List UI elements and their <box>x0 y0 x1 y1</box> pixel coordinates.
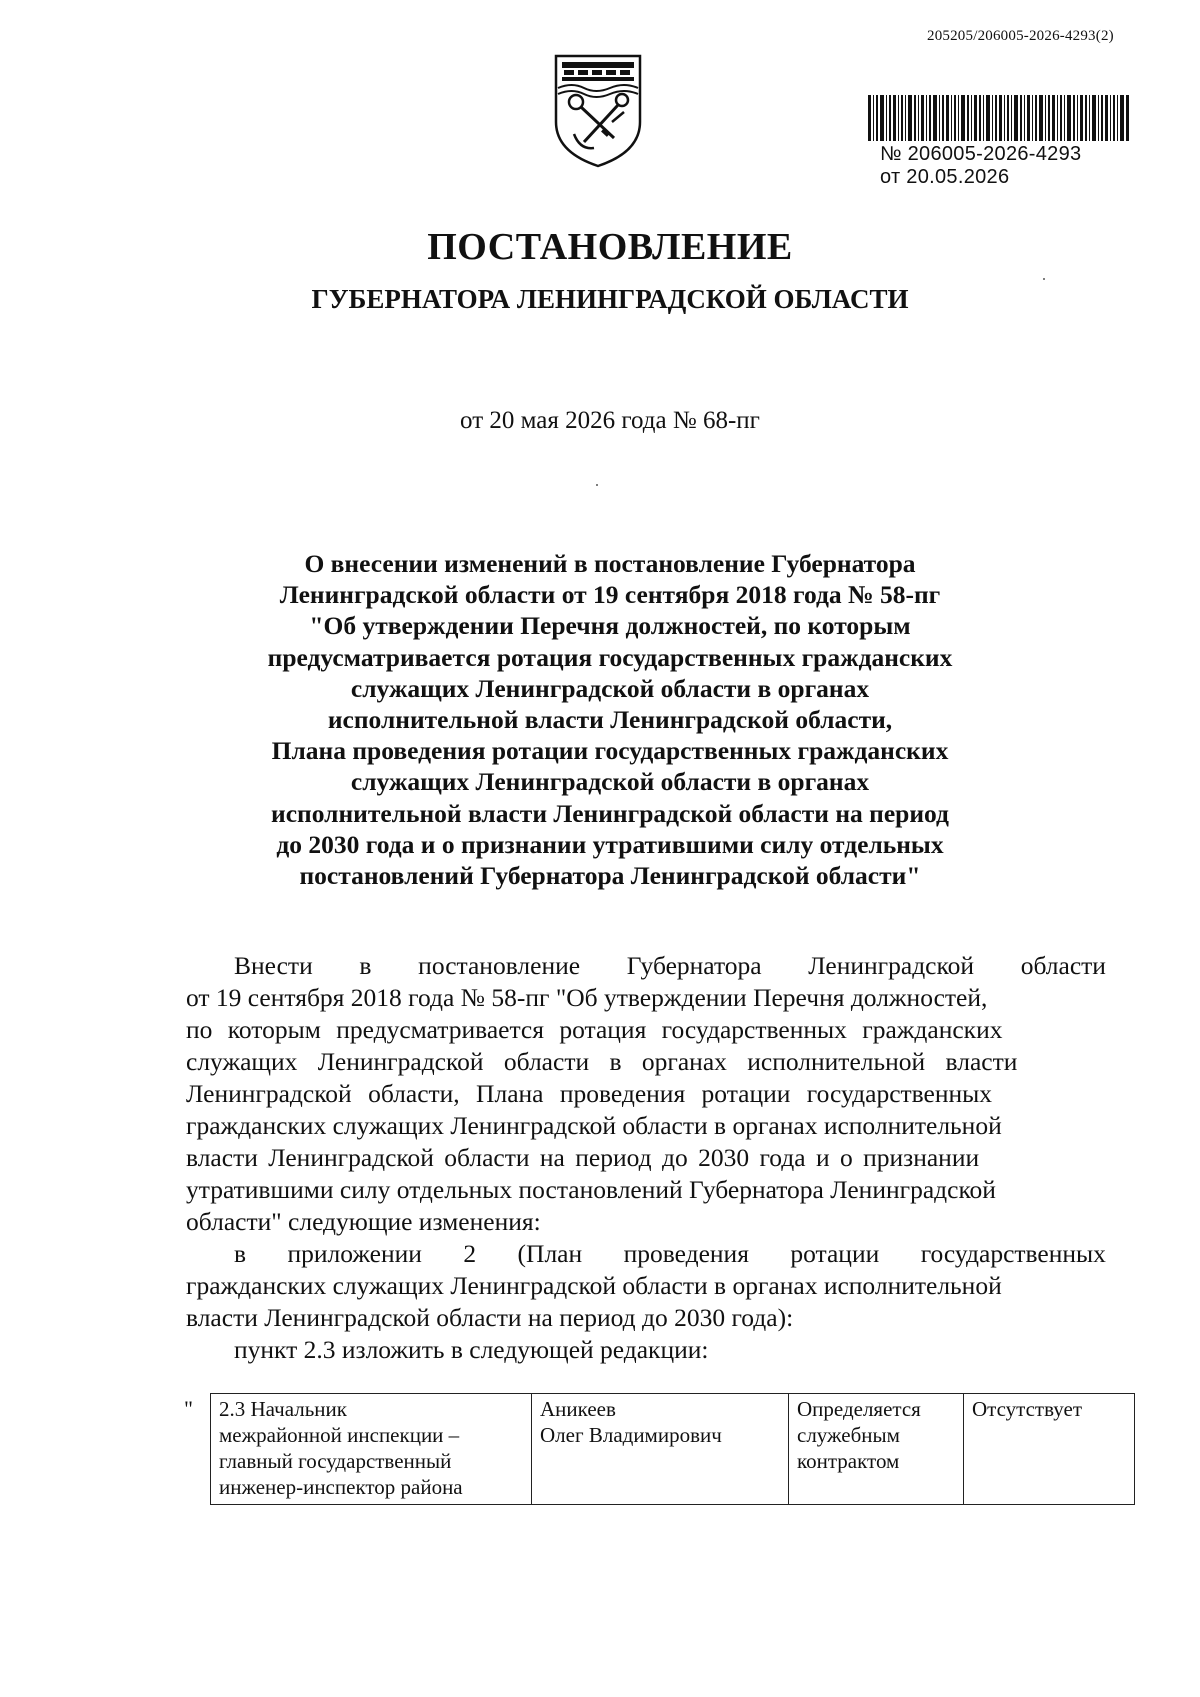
document-reference-code: 205205/206005-2026-4293(2) <box>927 28 1114 44</box>
document-subject <box>240 548 980 891</box>
subject-line: Ленинградской области от 19 сентября 2018 года № 58-пг <box>279 580 941 610</box>
scan-speck <box>1043 278 1045 280</box>
rotation-plan-table <box>210 1393 1135 1505</box>
document-body <box>186 950 1106 1366</box>
body-line: власти Ленинградской области на период до 2030 года и о признании <box>186 1143 980 1172</box>
subject-line: предусматривается ротация государственных гражданских <box>267 642 953 672</box>
opening-quote: " <box>184 1396 193 1421</box>
registration-number: № 206005-2026-4293 <box>880 143 1082 165</box>
issuing-authority: ГУБЕРНАТОРА ЛЕНИНГРАДСКОЙ ОБЛАСТИ <box>311 284 909 314</box>
registration-stamp <box>880 143 1140 189</box>
document-type-title: ПОСТАНОВЛЕНИЕ <box>427 226 793 268</box>
table-row <box>211 1394 1135 1505</box>
subject-line: "Об утверждении Перечня должностей, по которым <box>309 611 911 641</box>
body-line: власти Ленинградской области на период до 2030 года): <box>186 1303 794 1332</box>
note-cell: Отсутствует <box>964 1394 1135 1505</box>
term-cell: Определяется служебным контрактом <box>789 1394 964 1505</box>
employee-name-cell: Аникеев Олег Владимирович <box>532 1394 789 1505</box>
registration-date: от 20.05.2026 <box>880 166 1010 188</box>
body-line: утратившими силу отдельных постановлений Губернатора Ленинградской <box>186 1175 996 1204</box>
document-date-number: от 20 мая 2026 года № 68-пг <box>460 407 760 434</box>
body-line: Ленинградской области, Плана проведения ротации государственных <box>186 1079 993 1108</box>
subject-line: постановлений Губернатора Ленинградской области" <box>299 861 921 891</box>
body-line: области" следующие изменения: <box>186 1207 541 1236</box>
subject-line: О внесении изменений в постановление Губернатора <box>304 549 916 578</box>
subject-line: исполнительной власти Ленинградской области, <box>327 705 893 735</box>
body-paragraph-1-first-line: Внести в постановление Губернатора Ленинградской области <box>234 951 1106 980</box>
body-line: от 19 сентября 2018 года № 58-пг "Об утверждении Перечня должностей, <box>186 983 988 1012</box>
subject-line: исполнительной власти Ленинградской области на период <box>271 798 949 828</box>
subject-line: служащих Ленинградской области в органах <box>350 673 870 703</box>
body-line: гражданских служащих Ленинградской области в органах исполнительной <box>186 1271 1002 1300</box>
leningrad-oblast-coat-of-arms-icon <box>552 52 644 170</box>
subject-line: до 2030 года и о признании утратившими силу отдельных <box>276 829 944 859</box>
barcode-icon <box>868 95 1130 145</box>
body-line: гражданских служащих Ленинградской области в органах исполнительной <box>186 1111 1002 1140</box>
body-line: по которым предусматривается ротация государственных гражданских <box>186 1015 1003 1044</box>
body-paragraph-3: пункт 2.3 изложить в следующей редакции: <box>234 1335 709 1364</box>
subject-line: Плана проведения ротации государственных гражданских <box>271 736 949 766</box>
position-cell: 2.3 Начальник межрайонной инспекции – главный государственный инженер-инспектор района <box>211 1394 532 1505</box>
scan-speck <box>596 484 598 486</box>
body-line: служащих Ленинградской области в органах исполнительной власти <box>186 1047 1018 1076</box>
subject-line: служащих Ленинградской области в органах <box>350 767 870 797</box>
body-paragraph-2-first-line: в приложении 2 (План проведения ротации государственных <box>234 1239 1106 1268</box>
